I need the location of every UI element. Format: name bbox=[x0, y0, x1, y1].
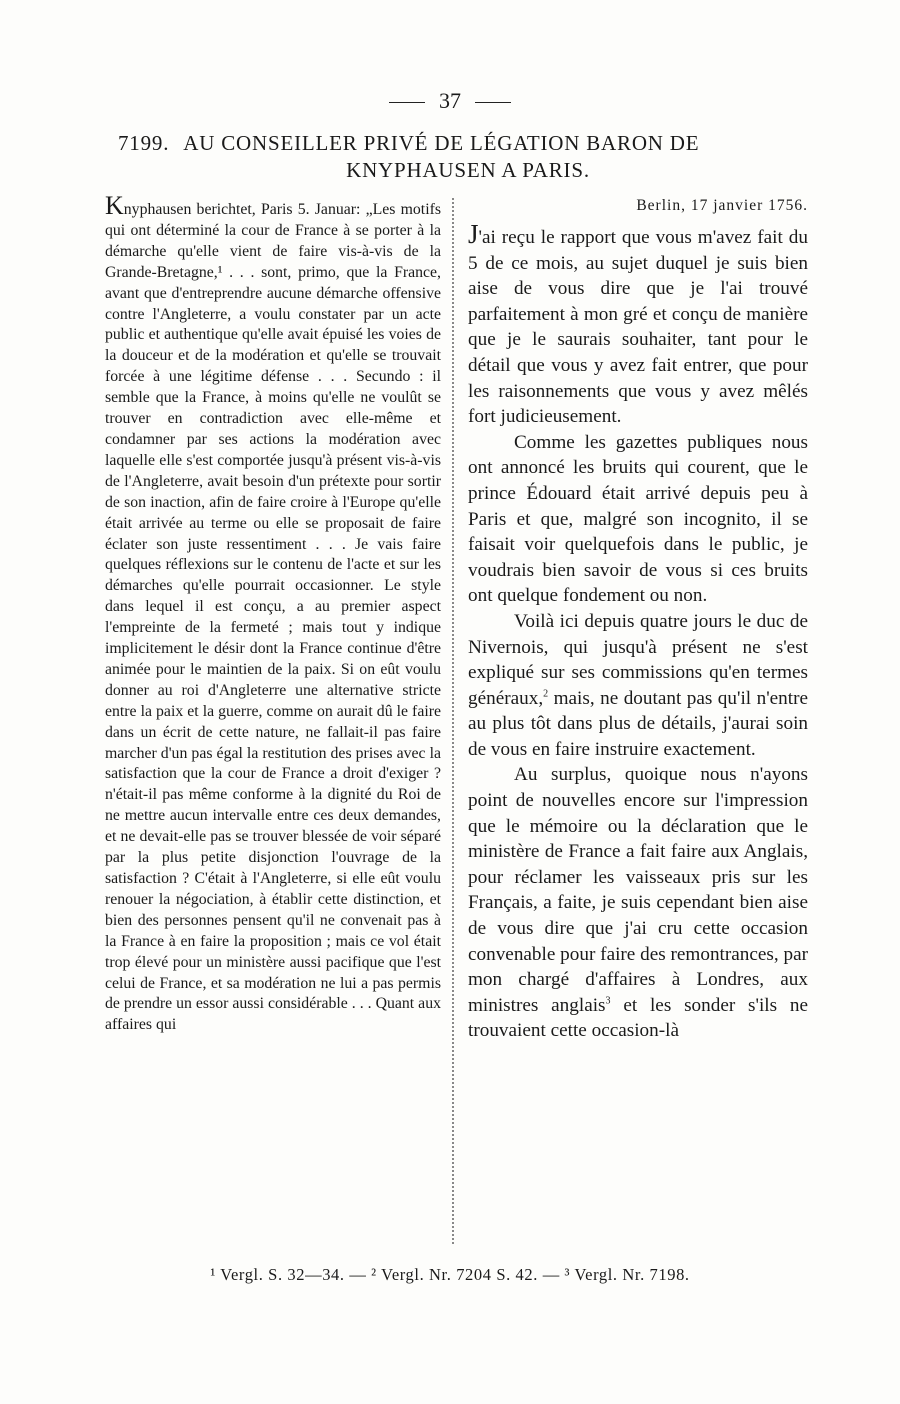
letter-paragraph-3 bbox=[468, 609, 808, 763]
page-number-rule-left bbox=[389, 102, 425, 103]
footnote-ref-2: 2 bbox=[543, 688, 549, 700]
letter-paragraph-3-text-b: mais, ne doutant pas qu'il n'entre au plus tôt dans plus de détails, j'aurai soin de vous en faire instruire exactement. bbox=[468, 687, 808, 760]
letter-paragraph-4-text-a: Au surplus, quoique nous n'ayons point de nouvelles encore sur l'impression que le mémoire ou la déclaration que le ministère de France a fait faire aux Anglais, pour réclamer les vaisseaux pris sur les Français, a faite, je suis cependant bien aise de vous dire que j'ai cru cette occasion convenable pour faire des remontrances, par mon chargé d'affaires à Londres, aux ministres anglais bbox=[468, 764, 808, 1016]
letter-paragraph-1-text: 'ai reçu le rapport que vous m'avez fait du 5 de ce mois, au sujet duquel je suis bien aise de vous dire que je l'ai trouvé parfaitement à mon gré et conçu de manière que je le saurais souhaiter, tant pour le détail que vous y avez fait entrer, que pour les raisonnements que vous y avez mêlés fort judicieusement. bbox=[468, 227, 808, 428]
letter-heading bbox=[118, 130, 798, 184]
letter-paragraph-3-text-a: Voilà ici depuis quatre jours le duc de Nivernois, qui jusqu'à présent ne s'est expliqué sur ses commissions qu'en termes généraux, bbox=[468, 610, 808, 709]
footnotes: ¹ Vergl. S. 32—34. — ² Vergl. Nr. 7204 S. 42. — ³ Vergl. Nr. 7198. bbox=[210, 1265, 690, 1284]
dateline: Berlin, 17 janvier 1756. bbox=[636, 197, 808, 214]
summary-column bbox=[105, 191, 441, 1036]
footnote-ref-3: 3 bbox=[605, 995, 611, 1007]
column-divider bbox=[452, 198, 454, 1244]
letter-paragraph-2: Comme les gazettes publiques nous ont annoncé les bruits qui courent, que le prince Édouard était arrivé depuis peu à Paris et que, malgré son incognito, il se faisait voir quelquefois dans le public, je voudrais bien savoir de vous si ces bruits ont quelque fondement ou non. bbox=[468, 431, 808, 607]
letter-paragraph-1 bbox=[468, 219, 808, 430]
page-number-rule-right bbox=[475, 102, 511, 103]
heading-line-1 bbox=[118, 130, 798, 157]
letter-dropcap: J bbox=[468, 219, 479, 249]
summary-dropcap: K bbox=[105, 191, 124, 220]
summary-text: nyphausen berichtet, Paris 5. Januar: „Les motifs qui ont déterminé la cour de France à se porter à la démarche qu'elle vient de faire vis-à-vis de la Grande-Bretagne,¹ . . . sont, primo, que la France, avant que d'entreprendre aucune démarche offensive contre l'Angleterre, a voulu constater par un acte public et authentique qu'elle avait épuisé les voies de la douceur et de la modération et qu'elle se trouvait forcée à une légitime défense . . . Secundo : il semble que la France, à moins qu'elle ne voulût se trouver en contradiction avec elle-même et condamner par ses actions la modération avec laquelle elle s'est comportée jusqu'à présent vis-à-vis de l'Angleterre, avait besoin d'un prétexte pour sortir de son inaction, afin de faire croire à l'Europe qu'elle était arrivée au terme ou elle se proposait de faire éclater son juste ressentiment . . . Je vais faire quelques réflexions sur le contenu de l'acte et sur les démarches qu'elle pourrait occasionner. Le style dans lequel il est conçu, a au premier aspect l'empreinte de la fermeté ; mais tout y indique implicitement le désir dont la France continue d'être animée pour le maintien de la paix. Si on eût voulu donner au roi d'Angleterre une alternative stricte entre la paix et la guerre, comme on aurait dû le faire dans un écrit de cette nature, ne fallait-il pas faire marcher d'un pas égal la restitution des prises avec la satisfaction que la cour de France a droit d'exiger ? n'était-il pas même conforme à la dignité du Roi de ne mettre aucun intervalle entre ces deux demandes, et ne devait-elle pas se trouver blessée de voir séparé par la plus petite disjonction l'ouvrage de la satisfaction ? C'était à l'Angleterre, si elle eût voulu renouer la négociation, à établir cette distinction, et bien des personnes pensent qu'il ne convenait pas à la France à en faire la proposition ; mais ce vol était trop élevé pour un ministère aussi pacifique que l'est celui de France, et sa modération ne lui a pas permis de prendre un essor aussi considérable . . . Quant aux affaires qui bbox=[105, 201, 441, 1034]
letter-number: 7199. bbox=[118, 131, 170, 155]
letter-paragraph-4 bbox=[468, 762, 808, 1044]
heading-title-line-1: AU CONSEILLER PRIVÉ DE LÉGATION BARON DE bbox=[183, 131, 700, 155]
page-number bbox=[0, 88, 900, 114]
letter-paragraph-4-text-b: et les sonder s'ils ne trouvaient cette occasion-là bbox=[468, 994, 809, 1042]
page-number-value: 37 bbox=[439, 88, 461, 113]
letter-column bbox=[468, 196, 808, 1044]
heading-title-line-2: KNYPHAUSEN A PARIS. bbox=[346, 158, 590, 182]
